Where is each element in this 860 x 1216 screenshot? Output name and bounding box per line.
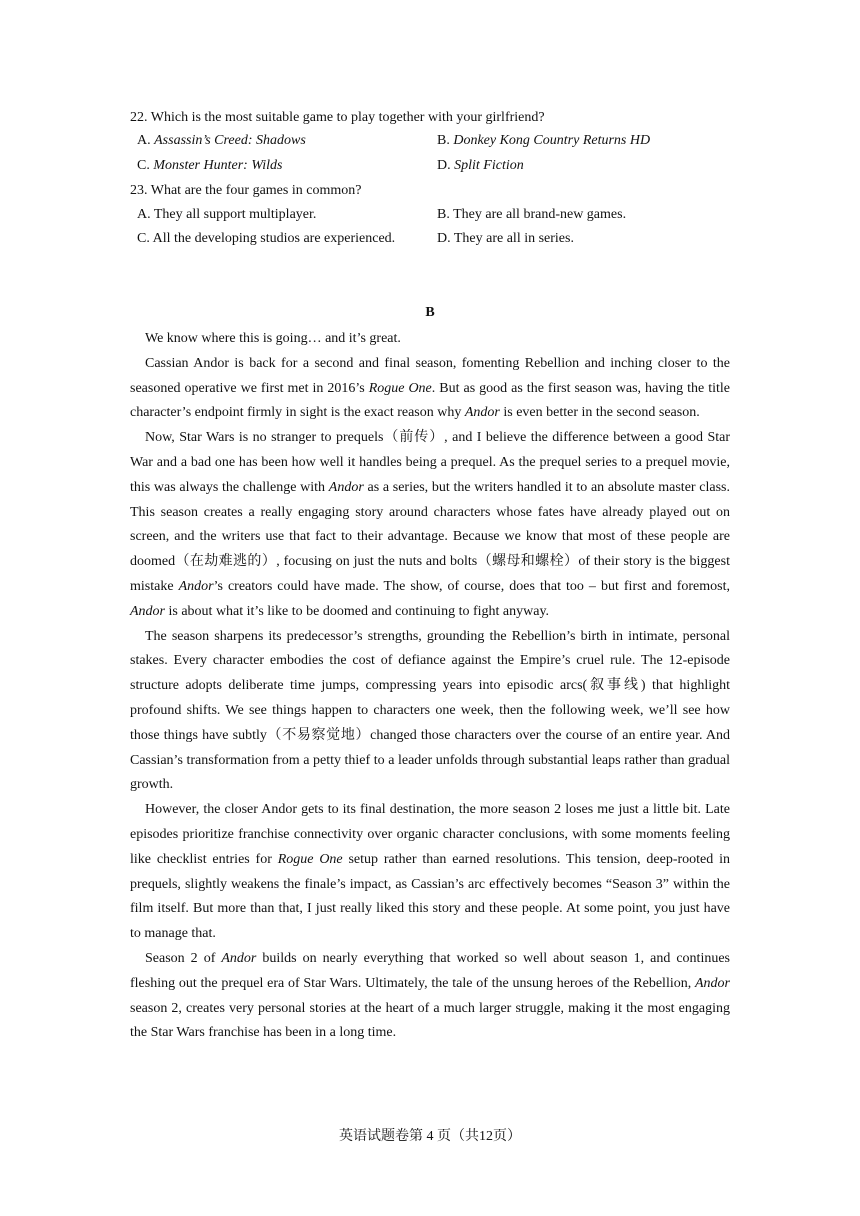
section-heading: B xyxy=(425,305,435,320)
text-run: Season 2 of xyxy=(145,950,222,966)
passage-paragraph xyxy=(130,798,730,947)
italic-title: Rogue One xyxy=(277,851,343,867)
question-23-option-a xyxy=(137,205,316,225)
text-run: setup rather than earned resolutions. This tension, deep-rooted in prequels, slightly weakens the finale’s impact, as Cassian’s arc effectively becomes “Season 3” within the film itself. But more than that, I just really liked this story and these people. At some point, you just have to manage that. xyxy=(130,851,730,942)
option-text: All the developing studios are experienced. xyxy=(152,231,396,246)
passage-paragraph xyxy=(130,352,730,426)
option-letter: A. xyxy=(137,207,154,222)
option-letter: B. xyxy=(437,133,454,148)
question-23-option-d xyxy=(437,229,574,249)
text-run: as a series, but the writers handled it to an absolute master class. This season creates a really engaging story around characters whose fates have already played out on screen, and the writers use that fact to their advantage. Because we know that most of these people are doomed（在劫难逃的）, focusing on just the nuts and bolts（螺母和螺栓）of their story is the biggest mistake xyxy=(130,479,730,594)
text-run: builds on nearly everything that worked so well about season 1, and continues fleshing out the prequel era of Star Wars. Ultimately, the tale of the unsung heroes of the Rebellion, xyxy=(130,950,730,991)
italic-title: Rogue One xyxy=(368,380,432,396)
question-22-option-c xyxy=(137,156,282,176)
reading-passage xyxy=(130,327,730,1046)
option-text: They all support multiplayer. xyxy=(153,207,317,222)
text-run: is about what it’s like to be doomed and continuing to fight anyway. xyxy=(165,603,550,619)
italic-title: Andor xyxy=(130,603,165,619)
italic-title: Andor xyxy=(328,479,364,495)
option-text: They are all brand-new games. xyxy=(453,207,627,222)
text-run: The season sharpens its predecessor’s strengths, grounding the Rebellion’s birth in intimate, personal stakes. Every character embodies the cost of defiance against the Empire’s cruel rule. The 12-episode structure adopts deliberate time jumps, compressing years into episodic arcs(叙事线) that highlight profound shifts. We see things happen to characters one week, then the following week, we’ll see how those things have subtly（不易察觉地）changed those characters over the course of an entire year. And Cassian’s transformation from a petty thief to a leader unfolds through substantial leaps rather than gradual growth. xyxy=(130,628,730,793)
text-run: We know where this is going… and it’s great. xyxy=(145,331,401,346)
passage-paragraph xyxy=(130,426,730,624)
option-letter: C. xyxy=(137,231,153,246)
option-text: Donkey Kong Country Returns HD xyxy=(453,133,651,148)
option-letter: A. xyxy=(137,133,155,148)
question-23-stem: 23. What are the four games in common? xyxy=(130,183,362,198)
text-run: season 2, creates very personal stories at the heart of a much larger struggle, making it the most engaging the Star Wars franchise has been in a long time. xyxy=(130,1000,730,1041)
text-run: ’s creators could have made. The show, of course, does that too – but first and foremost, xyxy=(213,578,731,594)
question-23-option-c xyxy=(137,229,395,249)
text-run: Now, Star Wars is no stranger to prequels（前传）, and I believe the difference between a good Star War and a bad one has been how well it handles being a prequel. As the prequel series to a prequel movie, this was always the challenge with xyxy=(130,430,730,495)
question-22-option-d xyxy=(437,156,524,176)
page-footer: 英语试题卷第 4 页（共12页） xyxy=(339,1129,521,1144)
italic-title: Andor xyxy=(695,975,730,991)
question-22-stem: 22. Which is the most suitable game to play together with your girlfriend? xyxy=(130,110,545,125)
question-22-option-a xyxy=(137,131,306,151)
option-text: Monster Hunter: Wilds xyxy=(153,158,283,173)
italic-title: Andor xyxy=(178,578,214,594)
italic-title: Andor xyxy=(221,950,257,966)
question-23-option-b xyxy=(437,205,626,225)
text-run: is even better in the second season. xyxy=(499,405,700,421)
option-letter: C. xyxy=(137,158,154,173)
option-text: Split Fiction xyxy=(454,158,524,173)
option-text: Assassin’s Creed: Shadows xyxy=(154,133,306,148)
italic-title: Andor xyxy=(464,405,500,421)
option-letter: B. xyxy=(437,207,454,222)
question-22-option-b xyxy=(437,131,650,151)
passage-paragraph xyxy=(130,947,730,1046)
option-text: They are all in series. xyxy=(453,231,574,246)
option-letter: D. xyxy=(437,158,455,173)
option-letter: D. xyxy=(437,231,454,246)
text-run: . But as good as the first season was, having the title character’s endpoint firmly in sight is the exact reason why xyxy=(130,380,731,421)
text-run: However, the closer Andor gets to its final destination, the more season 2 loses me just a little bit. Late episodes prioritize franchise connectivity over organic character conclusions, with some moments feeling like checklist entries for xyxy=(130,802,730,867)
passage-paragraph xyxy=(130,625,730,799)
text-run: Cassian Andor is back for a second and final season, fomenting Rebellion and inching closer to the seasoned operative we first met in 2016’s xyxy=(130,355,730,396)
passage-paragraph xyxy=(130,327,730,352)
